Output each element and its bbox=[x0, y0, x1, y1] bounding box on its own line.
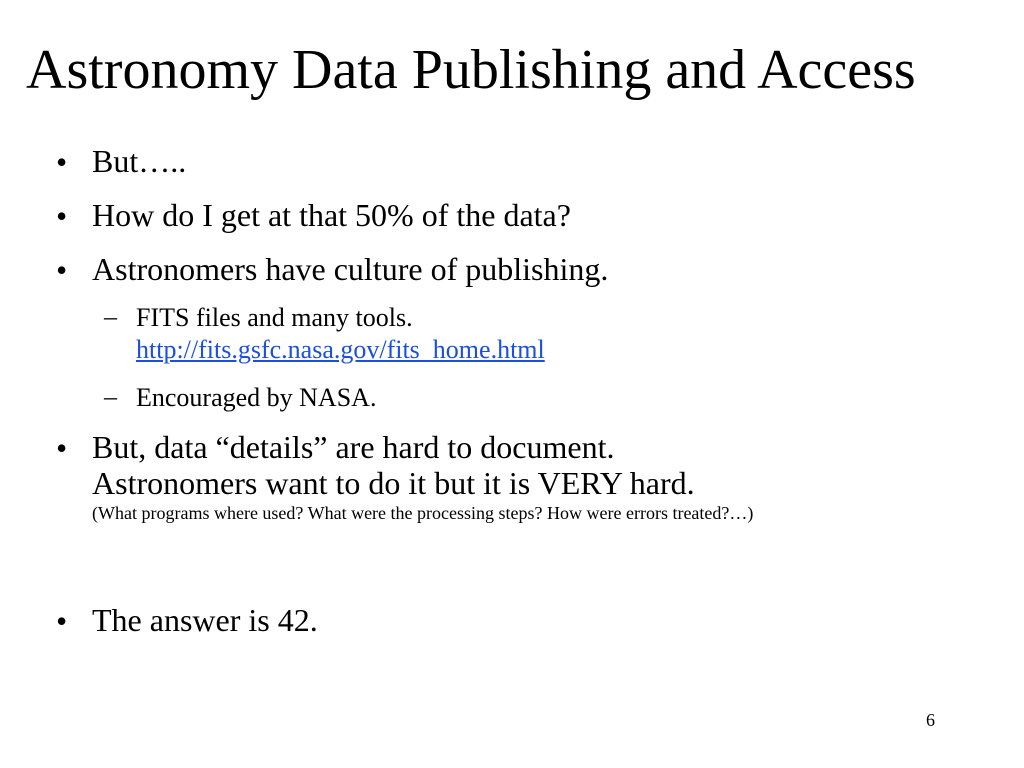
sub-bullet-mark: – bbox=[104, 302, 117, 331]
bullet-mark: • bbox=[56, 252, 68, 288]
bullet-text: But, data “details” are hard to document. bbox=[92, 429, 615, 465]
bullet-mark: • bbox=[56, 198, 68, 234]
bullet-note: (What programs where used? What were the processing steps? How were errors treated?…) bbox=[92, 503, 754, 523]
fits-home-link[interactable]: http://fits.gsfc.nasa.gov/fits_home.html bbox=[136, 335, 545, 364]
slide-title: Astronomy Data Publishing and Access bbox=[26, 39, 916, 101]
bullet-text: Astronomers want to do it but it is VERY hard. bbox=[92, 465, 695, 501]
bullet-text: The answer is 42. bbox=[92, 602, 318, 638]
bullet-mark: • bbox=[56, 430, 68, 466]
sub-bullet-text: Encouraged by NASA. bbox=[136, 383, 377, 412]
page-number: 6 bbox=[926, 710, 935, 730]
bullet-text: But….. bbox=[92, 143, 187, 179]
bullet-text: How do I get at that 50% of the data? bbox=[92, 197, 571, 233]
sub-bullet-text: FITS files and many tools. bbox=[136, 303, 413, 332]
bullet-mark: • bbox=[56, 603, 68, 639]
sub-bullet-body bbox=[136, 302, 936, 366]
sub-bullet-mark: – bbox=[104, 382, 117, 411]
bullet-text: Astronomers have culture of publishing. bbox=[92, 251, 609, 287]
bullet-body bbox=[92, 429, 992, 525]
bullet-mark: • bbox=[56, 144, 68, 180]
sub-bullet-body bbox=[136, 382, 936, 414]
